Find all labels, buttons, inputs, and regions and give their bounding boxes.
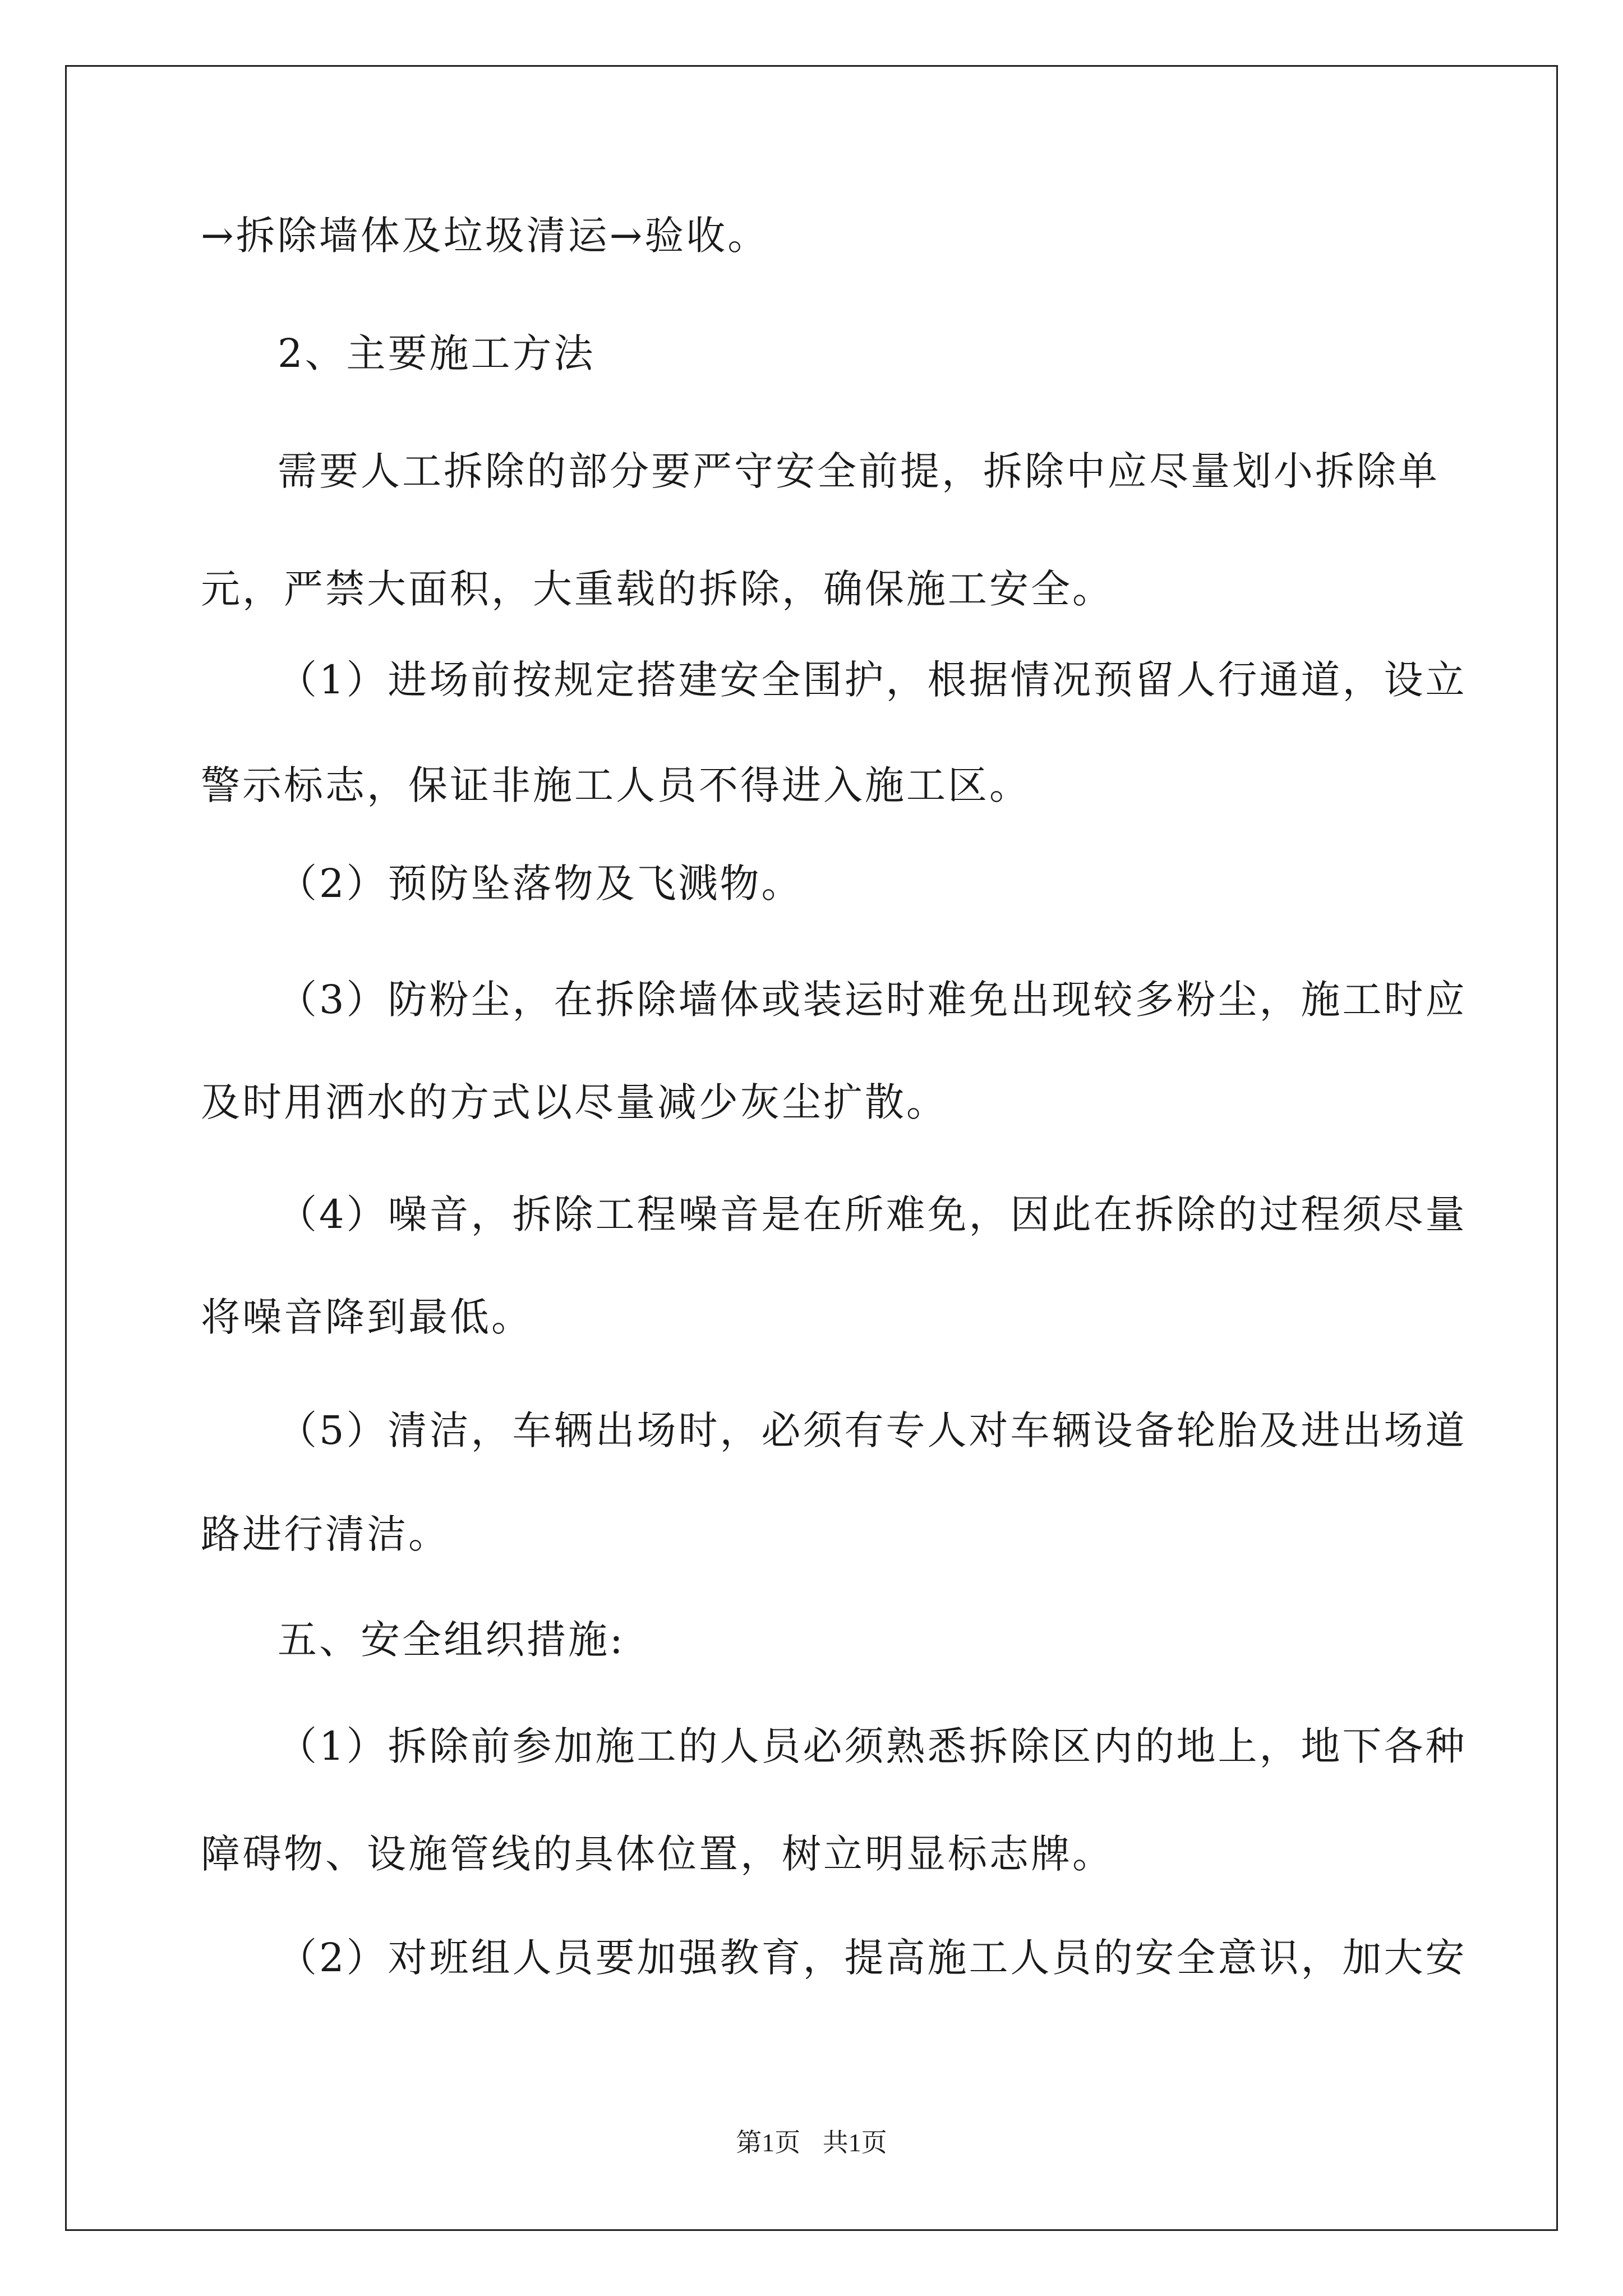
page-number: 第1页 <box>736 2128 801 2157</box>
text-line-6: 警示标志，保证非施工人员不得进入施工区。 <box>201 762 1031 808</box>
text-line-3: 需要人工拆除的部分要严守安全前提，拆除中应尽量划小拆除单 <box>278 448 1440 494</box>
text-line-10: （4）噪音，拆除工程噪音是在所难免，因此在拆除的过程须尽量 <box>278 1191 1467 1237</box>
text-line-5: （1）进场前按规定搭建安全围护，根据情况预留人行通道，设立 <box>278 657 1467 703</box>
text-line-7: （2）预防坠落物及飞溅物。 <box>278 861 803 907</box>
page-footer <box>0 2126 1623 2160</box>
text-line-1: →拆除墙体及垃圾清运→验收。 <box>201 213 769 259</box>
text-line-17: （2）对班组人员要加强教育，提高施工人员的安全意识，加大安 <box>278 1935 1467 1981</box>
section-heading-methods: 2、主要施工方法 <box>278 330 596 376</box>
text-line-12: （5）清洁，车辆出场时，必须有专人对车辆设备轮胎及进出场道 <box>278 1407 1467 1453</box>
text-line-15: （1）拆除前参加施工的人员必须熟悉拆除区内的地上，地下各种 <box>278 1723 1467 1769</box>
text-line-13: 路进行清洁。 <box>201 1511 450 1557</box>
section-heading-safety: 五、安全组织措施: <box>278 1617 625 1663</box>
text-line-9: 及时用洒水的方式以尽量减少灰尘扩散。 <box>201 1079 948 1125</box>
text-line-16: 障碍物、设施管线的具体位置，树立明显标志牌。 <box>201 1831 1114 1877</box>
text-line-8: （3）防粉尘，在拆除墙体或装运时难免出现较多粉尘，施工时应 <box>278 977 1467 1023</box>
text-line-11: 将噪音降到最低。 <box>201 1294 533 1340</box>
page-border <box>65 65 1558 2231</box>
text-line-4: 元，严禁大面积，大重载的拆除，确保施工安全。 <box>201 566 1114 612</box>
page-total: 共1页 <box>822 2128 887 2157</box>
